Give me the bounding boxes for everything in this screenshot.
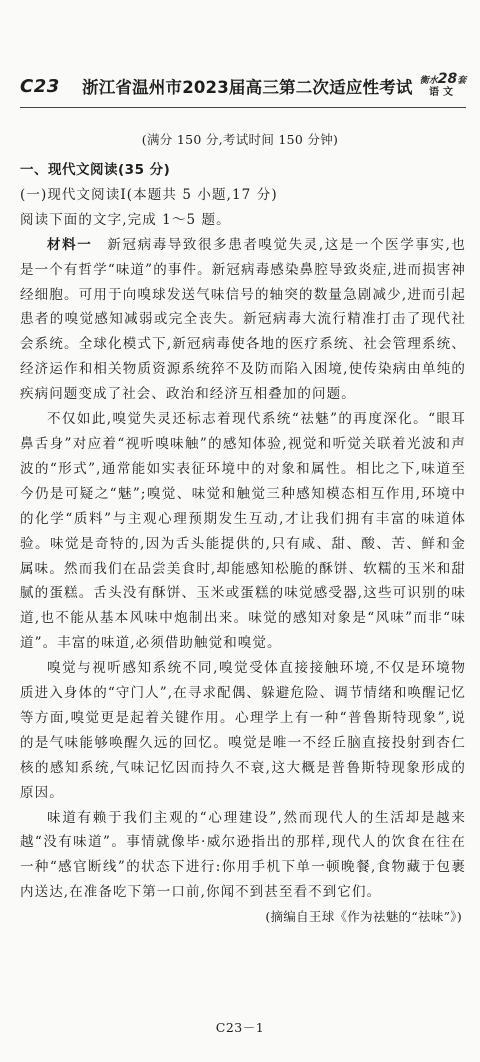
page-number: C23－1 — [215, 1020, 265, 1035]
source-citation: (摘编自王球《作为祛魅的“祛味”》) — [265, 909, 462, 925]
series-logo — [420, 73, 467, 87]
series-logo-prefix: 衡水 — [419, 76, 438, 86]
series-logo-suffix: 套 — [457, 76, 467, 86]
paragraph-2: 不仅如此,嗅觉失灵还标志着现代系统“祛魅”的再度深化。“眼耳鼻舌身”对应着“视听嗅味触”的感知体验,视觉和听觉关联着光波和声波的“形式”,通常能如实表征环境中的对象和属性。相比之下,味道至今仍是可疑之“魅”;嗅觉、味觉和触觉三种感知模态相互作用,环境中的化学“质料”与主观心理预期发生互动,才让我们拥有丰富的味道体验。味觉是奇特的,因为舌头能提供的,只有咸、甜、酸、苦、鲜和金属味。然而我们在品尝美食时,却能感知松脆的酥饼、软糯的玉米和甜腻的蛋糕。舌头没有酥饼、玉米或蛋糕的味觉感受器,这些可识别的味道,也不能从基本风味中炮制出来。味觉的感知对象是“风味”而非“味道”。丰富的味道,必须借助触觉和嗅觉。 — [20, 411, 466, 652]
header-divider — [20, 107, 466, 108]
reading-content — [20, 158, 466, 930]
series-badge — [420, 70, 466, 102]
subsection-title: (一)现代文阅读Ⅰ(本题共 5 小题,17 分) — [20, 186, 278, 203]
paper-code: C23 — [20, 75, 60, 97]
exam-header — [20, 66, 466, 106]
exam-title: 浙江省温州市2023届高三第二次适应性考试 — [82, 78, 413, 97]
paragraph-3: 嗅觉与视听感知系统不同,嗅觉受体直接接触环境,不仅是环境物质进入身体的“守门人”,在寻求配偶、躲避危险、调节情绪和唤醒记忆等方面,嗅觉更是起着关键作用。心理学上有一种“普鲁斯特现象”,说的是气味能够唤醒久远的回忆。嗅觉是唯一不经丘脑直接投射到杏仁核的感知系统,气味记忆因而持久不衰,这大概是普鲁斯特现象形成的原因。 — [20, 660, 466, 801]
paragraph-1 — [20, 233, 466, 407]
instruction-text: 阅读下面的文字,完成 1～5 题。 — [20, 211, 231, 228]
subject-label: 语文 — [429, 87, 457, 98]
paragraph-1-text: 新冠病毒导致很多患者嗅觉失灵,这是一个医学事实,也是一个有哲学“味道”的事件。新冠病毒感染鼻腔导致炎症,进而损害神经细胞。可用于向嗅球发送气味信号的轴突的数量急剧减少,进而引起患者的嗅觉感知减弱或完全丧失。新冠病毒大流行精准打击了现代社会系统。全球化模式下,新冠病毒使各地的医疗系统、社会管理系统、经济运作和相关物质资源系统猝不及防而陷入困境,使传染病由单纯的疾病问题变成了社会、政治和经济互相叠加的问题。 — [20, 236, 466, 403]
material-label: 材料一 — [47, 236, 93, 253]
exam-info: (满分 150 分,考试时间 150 分钟) — [141, 132, 339, 147]
paragraph-4: 味道有赖于我们主观的“心理建设”,然而现代人的生活却是越来越“没有味道”。事情就像毕·威尔逊指出的那样,现代人的饮食在往在一种“感官断线”的状态下进行:你用手机下单一顿晚餐,食物藏于包裹内送达,在准备吃下第一口前,你闻不到甚至看不到它们。 — [20, 809, 466, 901]
section-title: 一、现代文阅读(35 分) — [20, 162, 171, 178]
series-logo-number: 28 — [437, 71, 458, 87]
